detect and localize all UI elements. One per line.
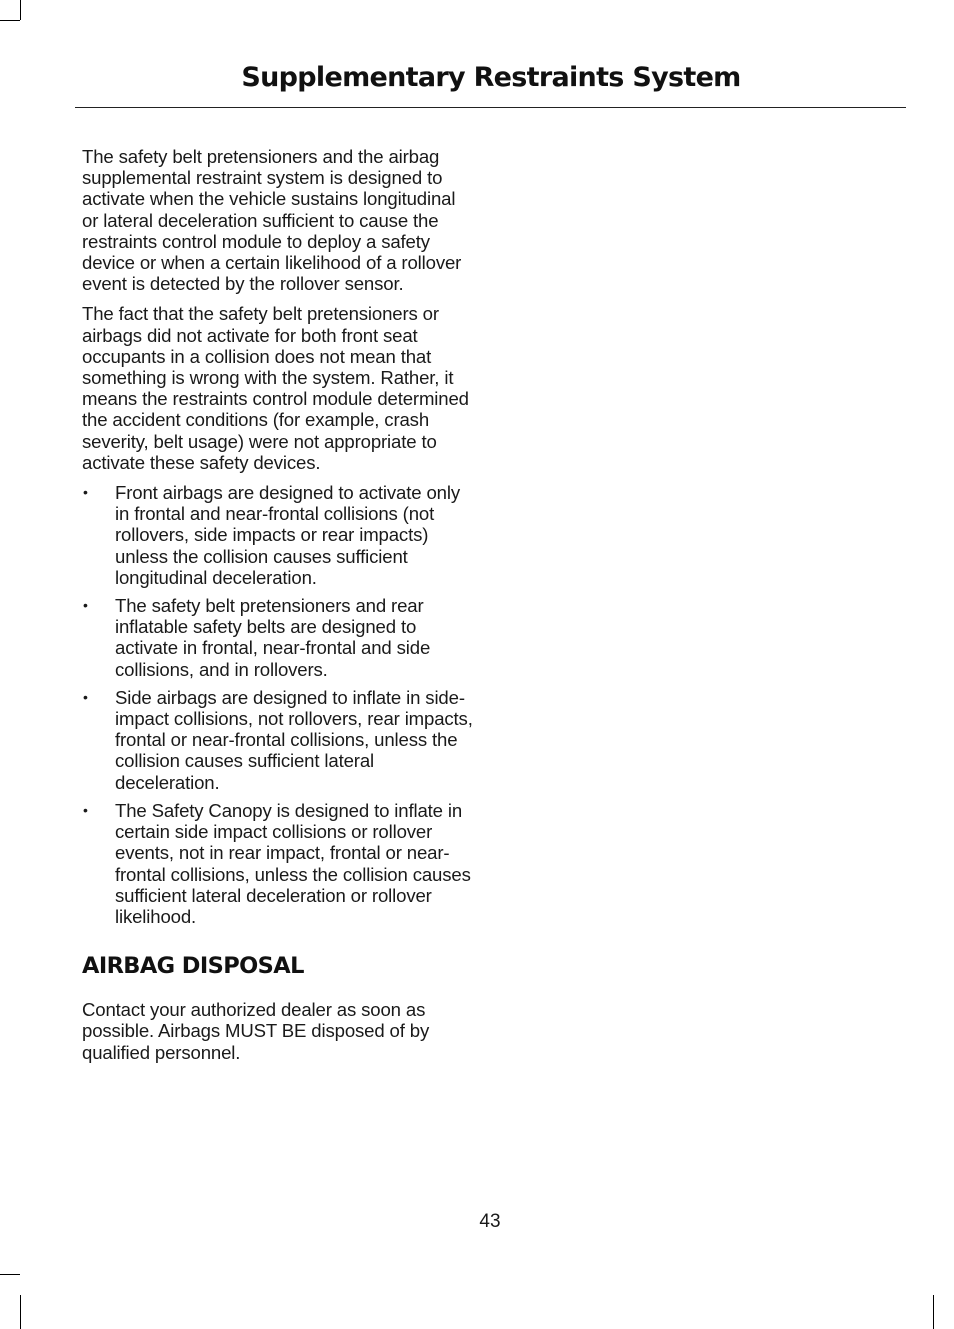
main-content	[82, 146, 474, 1072]
bullet-icon: •	[83, 801, 88, 818]
airbag-disposal-heading: AIRBAG DISPOSAL	[82, 953, 304, 980]
airbag-disposal-text: Contact your authorized dealer as soon as possible. Airbags MUST BE disposed of by qualified personnel.	[82, 999, 430, 1063]
list-item	[82, 800, 474, 927]
intro-paragraph: The safety belt pretensioners and the airbag supplemental restraint system is designed to activate when the vehicle sustains longitudinal or lateral deceleration sufficient to cause the restraints control module to deploy a safety device or when a certain likelihood of a rollover event is detected by the rollover sensor.	[82, 146, 462, 295]
bullet-icon: •	[83, 688, 88, 705]
list-item	[82, 482, 474, 588]
crop-mark-top-left-horizontal	[0, 20, 20, 21]
activation-bullet-list	[82, 482, 474, 927]
page-number: 43	[479, 1211, 501, 1232]
bullet-icon: •	[83, 597, 88, 614]
list-item	[82, 687, 474, 793]
list-item-text: The Safety Canopy is designed to inflate in certain side impact collisions or rollover events, not in rear impact, frontal or near-frontal collisions, unless the collision causes sufficient lateral deceleration or rollover likelihood.	[115, 799, 471, 927]
list-item-text: The safety belt pretensioners and rear inflatable safety belts are designed to activate in frontal, near-frontal and side collisions, and in rollovers.	[115, 595, 431, 680]
crop-mark-bottom-right-vertical	[933, 1295, 934, 1329]
list-item-text: Side airbags are designed to inflate in side-impact collisions, not rollovers, rear impacts, frontal or near-frontal collisions, unless the collision causes sufficient lateral deceleration.	[115, 686, 473, 793]
crop-mark-top-left-vertical	[20, 0, 21, 20]
explanation-paragraph: The fact that the safety belt pretensioners or airbags did not activate for both front seat occupants in a collision does not mean that something is wrong with the system. Rather, it means the restraints control module determined the accident conditions (for example, crash severity, belt usage) were not appropriate to activate these safety devices.	[82, 303, 469, 473]
crop-mark-bottom-left-horizontal	[0, 1274, 20, 1275]
list-item-text: Front airbags are designed to activate only in frontal and near-frontal collisions (not rollovers, side impacts or rear impacts) unless the collision causes sufficient longitudinal deceleration.	[115, 482, 460, 588]
page-title: Supplementary Restraints System	[241, 62, 741, 93]
list-item	[82, 595, 474, 680]
crop-mark-bottom-left-vertical	[20, 1295, 21, 1329]
bullet-icon: •	[83, 484, 88, 501]
page-header	[75, 60, 906, 108]
